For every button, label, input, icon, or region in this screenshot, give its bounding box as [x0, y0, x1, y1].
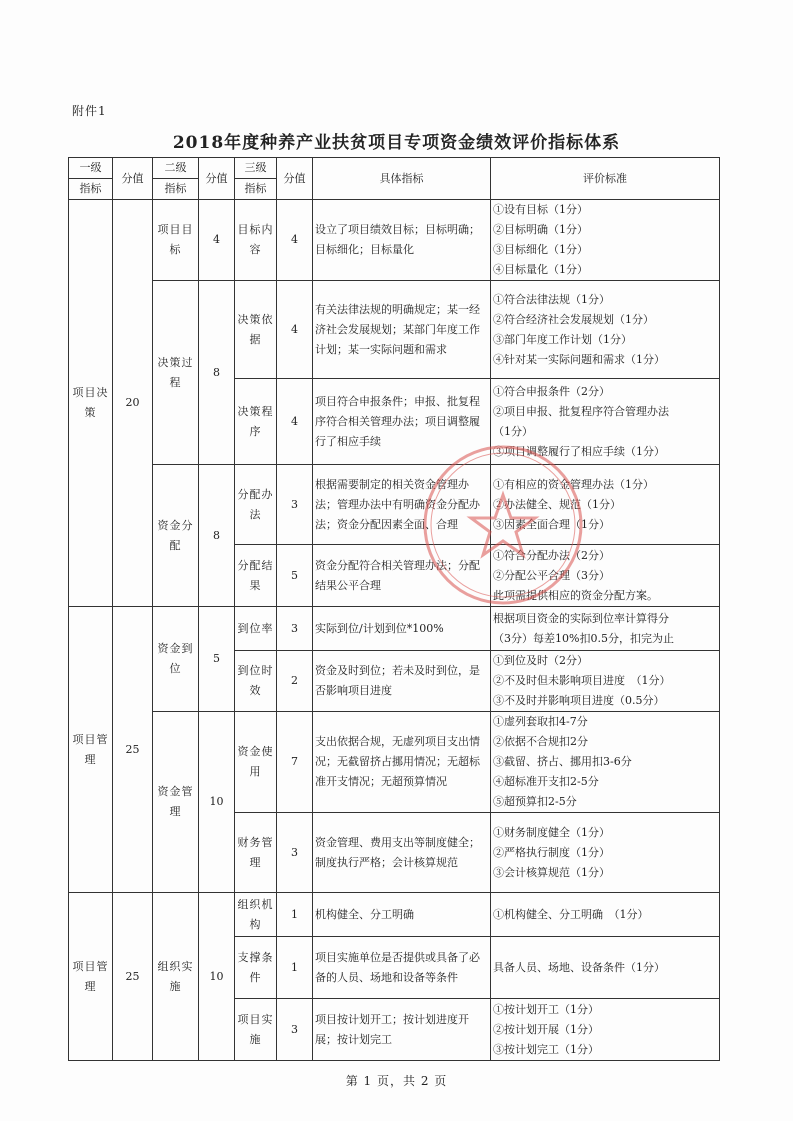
criteria-cell: [491, 200, 720, 281]
criteria-line: ①有相应的资金管理办法（1分）: [493, 477, 654, 491]
level2-score: 10: [199, 712, 235, 893]
level2-score: 8: [199, 281, 235, 465]
level2-cell: 资金到位: [153, 607, 199, 712]
criteria-cell: [491, 999, 720, 1061]
level2-score: 8: [199, 465, 235, 607]
level2-cell: 组织实施: [153, 893, 199, 1061]
criteria-line: （1分）: [493, 424, 533, 438]
header-criteria: 评价标准: [491, 158, 720, 200]
level3-score: 3: [277, 607, 313, 651]
criteria-line: ④目标量化（1分）: [493, 263, 588, 276]
specific-indicator: 项目符合申报条件；申报、批复程序符合相关管理办法；项目调整履行了相应手续: [313, 379, 491, 465]
level2-score: 4: [199, 200, 235, 281]
criteria-cell: [491, 607, 720, 651]
specific-indicator: 支出依据合规，无虚列项目支出情况；无截留挤占挪用情况；无超标准开支情况；无超预算情况: [313, 712, 491, 813]
criteria-line: ①符合申报条件（2分）: [493, 384, 610, 398]
level1-cell: 项目决策: [69, 200, 113, 607]
header-score1: 分值: [113, 158, 153, 200]
criteria-cell: [491, 937, 720, 999]
criteria-line: ②分配公平合理（3分）: [493, 568, 610, 582]
level3-cell: 到位时效: [235, 651, 277, 712]
criteria-line: ②依据不合规扣2分: [493, 735, 588, 748]
level3-cell: 决策依据: [235, 281, 277, 379]
level3-cell: 决策程序: [235, 379, 277, 465]
indicator-table: [68, 157, 720, 1061]
level3-cell: 组织机构: [235, 893, 277, 937]
header-level2: 二级: [153, 158, 199, 179]
criteria-line: ③不及时并影响项目进度（0.5分）: [493, 694, 665, 707]
attachment-label: 附件1: [72, 104, 107, 118]
level3-score: 7: [277, 712, 313, 813]
level3-score: 3: [277, 813, 313, 893]
criteria-cell: [491, 379, 720, 465]
criteria-line: ②严格执行制度（1分）: [493, 845, 610, 859]
header-indicator1: 指标: [69, 179, 113, 200]
header-level1: 一级: [69, 158, 113, 179]
criteria-cell: [491, 281, 720, 379]
criteria-line: ①虚列套取扣4-7分: [493, 715, 588, 728]
specific-indicator: 资金分配符合相关管理办法；分配结果公平合理: [313, 545, 491, 607]
level3-score: 4: [277, 281, 313, 379]
level3-score: 5: [277, 545, 313, 607]
criteria-line: ③目标细化（1分）: [493, 243, 588, 256]
criteria-line: ③部门年度工作计划（1分）: [493, 332, 632, 346]
criteria-line: ③项目调整履行了相应手续（1分）: [493, 444, 665, 458]
level2-cell: 项目目标: [153, 200, 199, 281]
specific-indicator: 资金管理、费用支出等制度健全；制度执行严格；会计核算规范: [313, 813, 491, 893]
level3-cell: 支撑条件: [235, 937, 277, 999]
level1-cell: 项目管理: [69, 893, 113, 1061]
criteria-line: ①符合分配办法（2分）: [493, 548, 610, 562]
criteria-line: ②项目申报、批复程序符合管理办法: [493, 404, 669, 418]
criteria-cell: [491, 651, 720, 712]
level1-score: 25: [113, 607, 153, 893]
level3-score: 3: [277, 465, 313, 545]
level3-cell: 到位率: [235, 607, 277, 651]
criteria-line: ①机构健全、分工明确 （1分）: [493, 907, 649, 921]
level2-cell: 资金管理: [153, 712, 199, 893]
level2-cell: 决策过程: [153, 281, 199, 465]
specific-indicator: 机构健全、分工明确: [313, 893, 491, 937]
level3-cell: 财务管理: [235, 813, 277, 893]
level2-cell: 资金分配: [153, 465, 199, 607]
level1-score: 25: [113, 893, 153, 1061]
criteria-cell: [491, 712, 720, 813]
criteria-line: ②符合经济社会发展规划（1分）: [493, 312, 654, 326]
level3-cell: 分配办法: [235, 465, 277, 545]
header-score3: 分值: [277, 158, 313, 200]
level2-score: 5: [199, 607, 235, 712]
specific-indicator: 项目按计划开工；按计划进度开展；按计划完工: [313, 999, 491, 1061]
level3-score: 1: [277, 937, 313, 999]
criteria-line: ①到位及时（2分）: [493, 654, 588, 667]
criteria-line: ①财务制度健全（1分）: [493, 825, 610, 839]
level3-cell: 资金使用: [235, 712, 277, 813]
header-level3: 三级: [235, 158, 277, 179]
level1-cell: 项目管理: [69, 607, 113, 893]
level3-score: 1: [277, 893, 313, 937]
criteria-line: 具备人员、场地、设备条件（1分）: [493, 960, 665, 974]
level3-score: 4: [277, 200, 313, 281]
criteria-line: ②办法健全、规范（1分）: [493, 497, 621, 511]
criteria-line: ③截留、挤占、挪用扣3-6分: [493, 755, 632, 768]
criteria-line: ③按计划完工（1分）: [493, 1042, 599, 1056]
level3-score: 3: [277, 999, 313, 1061]
level1-score: 20: [113, 200, 153, 607]
specific-indicator: 项目实施单位是否提供或具备了必备的人员、场地和设备等条件: [313, 937, 491, 999]
criteria-cell: [491, 813, 720, 893]
header-specific: 具体指标: [313, 158, 491, 200]
level2-score: 10: [199, 893, 235, 1061]
level3-score: 4: [277, 379, 313, 465]
criteria-line: ④超标准开支扣2-5分: [493, 775, 599, 788]
specific-indicator: 实际到位/计划到位*100%: [313, 607, 491, 651]
criteria-line: ③会计核算规范（1分）: [493, 865, 610, 879]
document-title: 2018年度种养产业扶贫项目专项资金绩效评价指标体系: [172, 133, 621, 153]
specific-indicator: 资金及时到位；若未及时到位，是否影响项目进度: [313, 651, 491, 712]
criteria-line: ①按计划开工（1分）: [493, 1002, 599, 1016]
criteria-line: ②按计划开展（1分）: [493, 1022, 599, 1036]
level3-score: 2: [277, 651, 313, 712]
criteria-line: ①符合法律法规（1分）: [493, 292, 610, 306]
page-footer: 第 1 页，共 2 页: [345, 1074, 448, 1088]
criteria-line: ④针对某一实际问题和需求（1分）: [493, 352, 665, 366]
specific-indicator: 根据需要制定的相关资金管理办法；管理办法中有明确资金分配办法；资金分配因素全面、合理: [313, 465, 491, 545]
specific-indicator: 设立了项目绩效目标；目标明确；目标细化；目标量化: [313, 200, 491, 281]
criteria-line: ⑤超预算扣2-5分: [493, 795, 577, 808]
criteria-line: 根据项目资金的实际到位率计算得分: [493, 611, 669, 625]
level3-cell: 分配结果: [235, 545, 277, 607]
criteria-line: ①设有目标（1分）: [493, 203, 588, 216]
criteria-cell: [491, 465, 720, 545]
header-score2: 分值: [199, 158, 235, 200]
header-indicator3: 指标: [235, 179, 277, 200]
criteria-line: ②目标明确（1分）: [493, 223, 588, 236]
criteria-line: （3分）每差10%扣0.5分，扣完为止: [493, 631, 674, 645]
level3-cell: 项目实施: [235, 999, 277, 1061]
header-indicator2: 指标: [153, 179, 199, 200]
criteria-line: ③因素全面合理（1分）: [493, 517, 610, 531]
specific-indicator: 有关法律法规的明确规定；某一经济社会发展规划；某部门年度工作计划；某一实际问题和需求: [313, 281, 491, 379]
criteria-cell: [491, 545, 720, 607]
criteria-line: ②不及时但未影响项目进度 （1分）: [493, 674, 671, 687]
criteria-cell: [491, 893, 720, 937]
criteria-line: 此项需提供相应的资金分配方案。: [493, 588, 658, 602]
level3-cell: 目标内容: [235, 200, 277, 281]
